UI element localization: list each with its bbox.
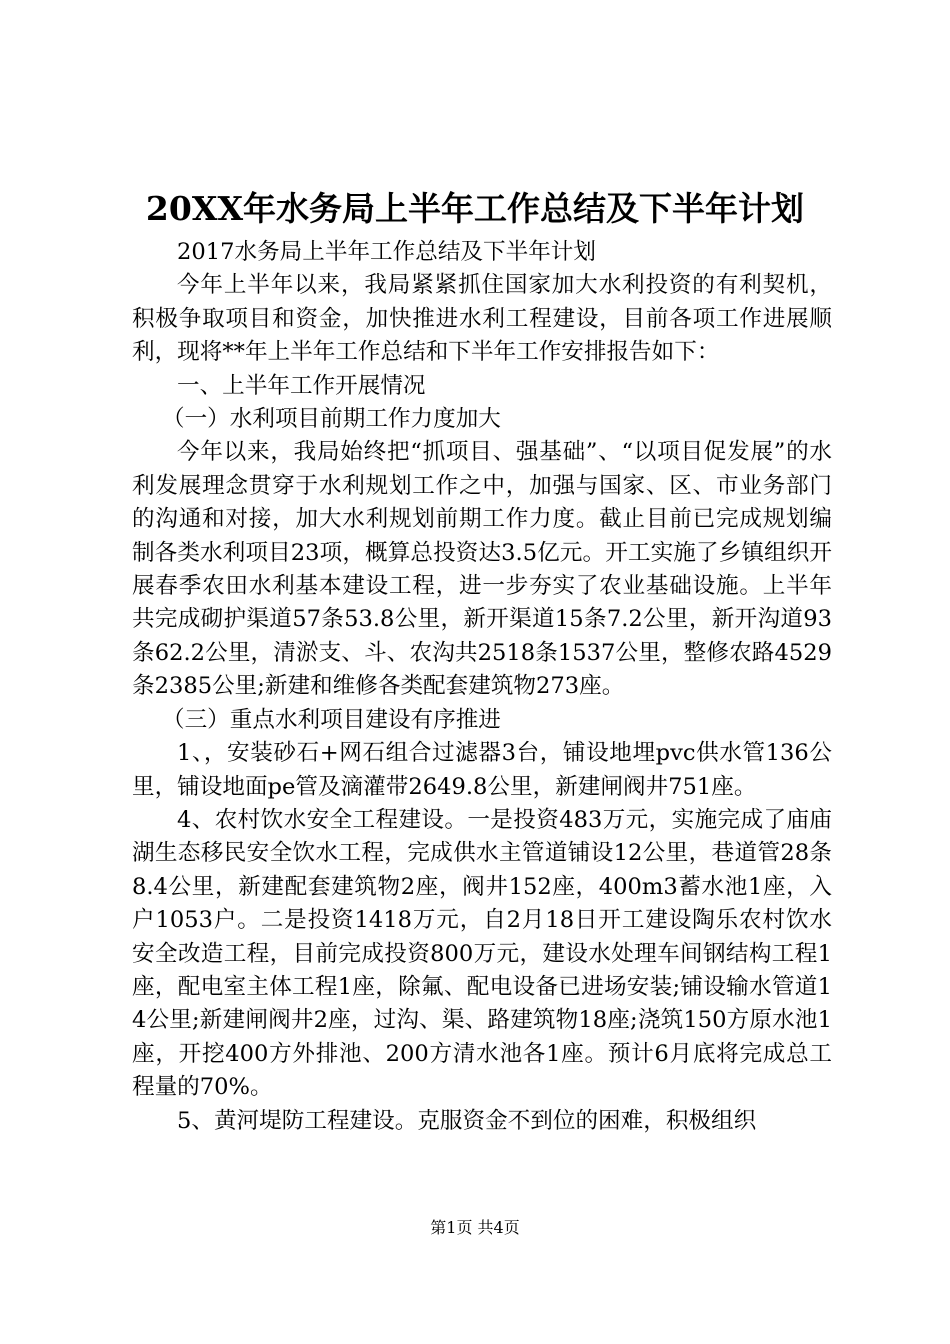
section-heading: 一、上半年工作开展情况 — [177, 372, 426, 399]
body-paragraph: 4、农村饮水安全工程建设。一是投资483万元，实施完成了庙庙湖生态移民安全饮水工程，完成供水主管道铺设12公里，巷道管28条8.4公里，新建配套建筑物2座，阀井152座，400m3蓄水池1座，入户1053户。二是投资1418万元，自2月18日开工建设陶乐农村饮水安全改造工程，目前完成投资800万元，建设水处理车间钢结构工程1座，配电室主体工程1座，除氟、配电设备已进场安装;铺设输水管道14公里;新建闸阀井2座，过沟、渠、路建筑物18座;浇筑150方原水池1座，开挖400方外排池、200方清水池各1座。预计6月底将完成总工程量的70%。 — [132, 806, 832, 1101]
subsection-heading: （一）水利项目前期工作力度加大 — [162, 406, 501, 433]
body-paragraph: 今年以来，我局始终把“抓项目、强基础”、“以项目促发展”的水利发展理念贯穿于水利规划工作之中，加强与国家、区、市业务部门的沟通和对接，加大水利规划前期工作力度。截止目前已完成规划编制各类水利项目23项，概算总投资达3.5亿元。开工实施了乡镇组织开展春季农田水利基本建设工程，进一步夯实了农业基础设施。上半年共完成砌护渠道57条53.8公里，新开渠道15条7.2公里，新开沟道93条62.2公里，清淤支、斗、农沟共2518条1537公里，整修农路4529条2385公里;新建和维修各类配套建筑物273座。 — [132, 439, 832, 700]
intro-paragraph: 今年上半年以来，我局紧紧抓住国家加大水利投资的有利契机，积极争取项目和资金，加快推进水利工程建设，目前各项工作进展顺利，现将**年上半年工作总结和下半年工作安排报告如下： — [132, 272, 832, 366]
document-body — [132, 236, 832, 1138]
document-title: 20XX年水务局上半年工作总结及下半年计划 — [145, 189, 805, 228]
body-paragraph: 5、黄河堤防工程建设。克服资金不到位的困难，积极组织 — [177, 1107, 757, 1134]
subsection-heading: （三）重点水利项目建设有序推进 — [162, 706, 501, 733]
body-paragraph: 1、，安装砂石+网石组合过滤器3台，铺设地埋pvc供水管136公里，铺设地面pe管及滴灌带2649.8公里，新建闸阀井751座。 — [132, 740, 832, 800]
subtitle-paragraph: 2017水务局上半年工作总结及下半年计划 — [177, 239, 596, 265]
page-footer: 第1页 共4页 — [430, 1218, 520, 1237]
